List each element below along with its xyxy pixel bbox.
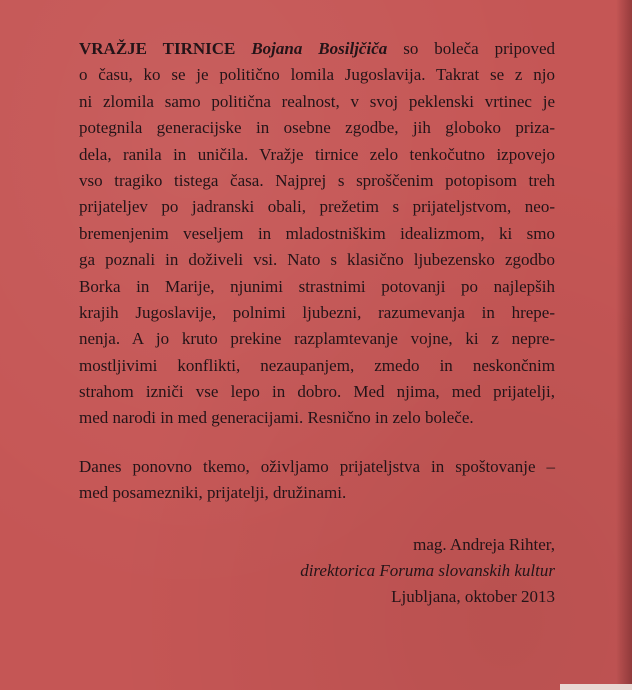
paragraph1-line: potegnila generacijske in osebne zgodbe, jih globoko priza- bbox=[79, 118, 555, 138]
paragraph1-line: Borka in Marije, njunimi strastnimi potovanji po najlepših bbox=[79, 276, 555, 296]
paragraph1-last-line: med narodi in med generacijami. Resnično in zelo boleče. bbox=[79, 408, 474, 428]
signature-gap bbox=[79, 507, 555, 532]
paragraph1-line: strahom izniči vse lepo in dobro. Med njima, med prijatelji, bbox=[79, 382, 555, 402]
page-corner-strip bbox=[560, 684, 632, 690]
paragraph2-line: Danes ponovno tkemo, oživljamo prijateljstva in spoštovanje – bbox=[79, 456, 555, 476]
paragraph1-line: krajih Jugoslavije, polnimi ljubezni, razumevanja in hrepe- bbox=[79, 302, 555, 322]
paragraph1-line: prijateljev po jadranski obali, prežetim s prijateljstvom, neo- bbox=[79, 197, 555, 217]
page-edge-shadow bbox=[616, 0, 632, 690]
paragraph1-line: o času, ko se je politično lomila Jugoslavija. Takrat se z njo bbox=[79, 65, 555, 85]
signature-place-date: Ljubljana, oktober 2013 bbox=[391, 587, 555, 607]
paragraph1-line: ni zlomila samo politična realnost, v svoj peklenski vrtinec je bbox=[79, 91, 555, 111]
book-author: Bojana Bosiljčiča bbox=[251, 39, 388, 58]
paragraph1-line: vso tragiko tistega časa. Najprej s sproščenim potopisom treh bbox=[79, 170, 555, 190]
paragraph1-line: ga poznali in doživeli vsi. Nato s klasično ljubezensko zgodbo bbox=[79, 250, 555, 270]
paragraph-gap bbox=[79, 432, 555, 454]
blurb-first-line bbox=[79, 36, 555, 62]
book-title: VRAŽJE TIRNICE bbox=[79, 39, 236, 58]
paragraph1-line: nenja. A jo kruto prekine razplamtevanje vojne, ki z nepre- bbox=[79, 329, 555, 349]
blurb-text bbox=[79, 36, 555, 611]
paragraph1-line: bremenjenim veseljem in mladostniškim idealizmom, ki smo bbox=[79, 223, 555, 243]
paragraph1-line: mostljivimi konflikti, nezaupanjem, zmedo in neskončnim bbox=[79, 355, 555, 375]
first-line-text: so boleča pripoved bbox=[403, 39, 555, 58]
signature-name: mag. Andreja Rihter, bbox=[413, 534, 555, 554]
paragraph1-line: dela, ranila in uničila. Vražje tirnice zelo tenkočutno izpovejo bbox=[79, 144, 555, 164]
signature-role: direktorica Foruma slovanskih kultur bbox=[300, 561, 555, 581]
paragraph2-last-line: med posamezniki, prijatelji, družinami. bbox=[79, 483, 347, 503]
